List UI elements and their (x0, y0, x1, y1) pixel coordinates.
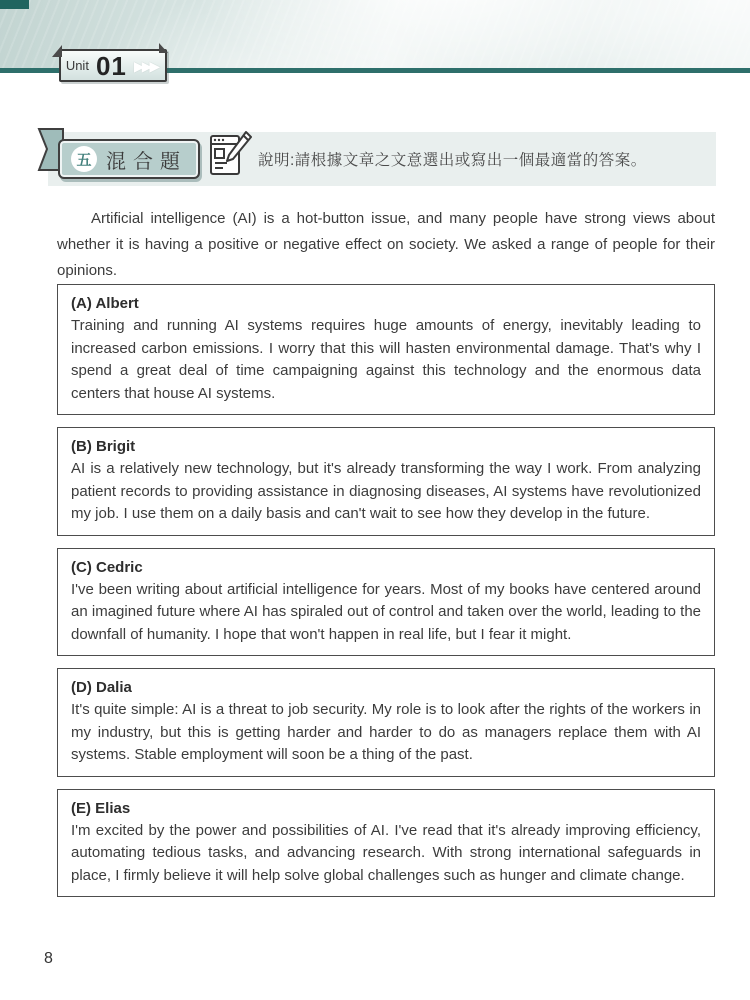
section-title: 混合題 (106, 150, 187, 173)
opinion-text: AI is a relatively new technology, but it's already transforming the way I work. From analyzing patient records to providing assistance in diagnosing diseases, AI systems have revolutionized my job. I use them on a daily basis and can't wait to see how they develop in the future. (71, 460, 701, 522)
opinion-name: Brigit (96, 438, 136, 455)
unit-label: Unit (65, 58, 89, 73)
opinion-label: (D) (71, 679, 92, 696)
tab-fold-right-icon (159, 43, 168, 53)
passage-intro: Artificial intelligence (AI) is a hot-button issue, and many people have strong views about whether it is having a positive or negative effect on society. We asked a range of people for their opinions. (57, 210, 715, 279)
opinion-text: It's quite simple: AI is a threat to job security. My role is to look after the rights of the workers in my industry, but this is getting harder and harder to do as managers replace them with AI systems. Stable employment will soon be a thing of the past. (71, 701, 701, 763)
section-instruction: 說明:請根據文章之文意選出或寫出一個最適當的答案。 (258, 152, 647, 169)
opinion-text: I've been writing about artificial intelligence for years. Most of my books have centered around an imagined future where AI has spiraled out of control and taken over the world, leading to the downfall of humanity. I hope that won't happen in real life, but I fear it might. (71, 580, 701, 643)
opinion-label: (E) (71, 799, 91, 817)
opinion-heading (71, 435, 701, 458)
opinion-heading (71, 676, 701, 699)
opinion-label: (C) (71, 558, 92, 576)
opinion-heading (71, 292, 701, 315)
opinion-name: Elias (95, 799, 131, 817)
section-header (48, 132, 716, 186)
opinion-name: Albert (95, 295, 139, 312)
opinion-text: Training and running AI systems requires huge amounts of energy, inevitably leading to increased carbon emissions. I worry that this will hasten environmental damage. That's why I spend a great deal of time campaigning against this technology and the enormous data centers that house AI systems. (71, 317, 701, 402)
opinion-name: Cedric (96, 558, 143, 576)
opinion-label: (A) (71, 295, 92, 312)
corner-mark (0, 0, 29, 9)
unit-tab (59, 49, 167, 82)
opinion-heading (71, 556, 701, 579)
opinion-box-e (57, 789, 715, 898)
document-pencil-icon (208, 130, 252, 182)
section-ribbon (58, 139, 200, 179)
opinion-name: Dalia (96, 679, 132, 696)
opinion-box-c (57, 548, 715, 657)
page-number: 8 (44, 950, 53, 967)
tab-fold-left-icon (52, 45, 62, 57)
section-number-badge: 五 (71, 146, 97, 172)
opinion-box-b (57, 427, 715, 536)
opinion-list (57, 284, 715, 909)
triple-arrow-icon: ▶▶▶ (133, 57, 158, 74)
header-banner (0, 0, 750, 81)
unit-number: 01 (95, 50, 127, 81)
opinion-box-d (57, 668, 715, 777)
opinion-label: (B) (71, 438, 92, 455)
opinion-heading (71, 797, 701, 820)
opinion-box-a (57, 284, 715, 415)
opinion-text: I'm excited by the power and possibilities of AI. I've read that it's already improving efficiency, automating tedious tasks, and advancing research. With strong international safeguards in place, I firmly believe it will help solve global challenges such as hunger and climate change. (71, 821, 701, 884)
